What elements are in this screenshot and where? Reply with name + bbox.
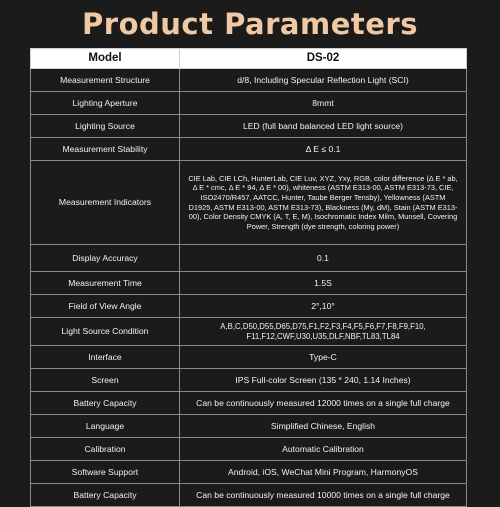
- table-row: [31, 438, 467, 461]
- row-label: Measurement Time: [31, 272, 180, 295]
- row-value: LED (full band balanced LED light source): [180, 115, 467, 138]
- row-label: Light Source Condition: [31, 318, 180, 346]
- row-value: A,B,C,D50,D55,D65,D75,F1,F2,F3,F4,F5,F6,F7,F8,F9,F10, F11,F12,CWF,U30,U35,DLF,NBF,TL83,TL84: [180, 318, 467, 346]
- header-value-cell: DS-02: [180, 49, 467, 69]
- row-value: IPS Full-color Screen (135 * 240, 1.14 Inches): [180, 369, 467, 392]
- row-value: Can be continuously measured 12000 times on a single full charge: [180, 392, 467, 415]
- table-row: [31, 69, 467, 92]
- row-value: Automatic Calibration: [180, 438, 467, 461]
- row-value: Android, iOS, WeChat Mini Program, HarmonyOS: [180, 461, 467, 484]
- parameters-table: [30, 48, 467, 507]
- row-label: Battery Capacity: [31, 392, 180, 415]
- row-label: Measurement Structure: [31, 69, 180, 92]
- row-label: Measurement Stability: [31, 138, 180, 161]
- table-row: [31, 245, 467, 272]
- row-label: Screen: [31, 369, 180, 392]
- table-row: [31, 272, 467, 295]
- row-label: Interface: [31, 346, 180, 369]
- table-row: [31, 484, 467, 507]
- table-row: [31, 295, 467, 318]
- row-label: Field of View Angle: [31, 295, 180, 318]
- row-label: Battery Capacity: [31, 484, 180, 507]
- row-value: 1.5S: [180, 272, 467, 295]
- table-row: [31, 346, 467, 369]
- row-label: Measurement Indicators: [31, 161, 180, 245]
- row-value: Simplified Chinese, English: [180, 415, 467, 438]
- row-label: Display Accuracy: [31, 245, 180, 272]
- row-value: 2°,10°: [180, 295, 467, 318]
- table-header-row: [31, 49, 467, 69]
- table-row: [31, 138, 467, 161]
- row-value: d/8, Including Specular Reflection Light (SCI): [180, 69, 467, 92]
- row-label: Software Support: [31, 461, 180, 484]
- row-value: Type-C: [180, 346, 467, 369]
- row-value: CIE Lab, CIE LCh, HunterLab, CIE Luv, XYZ, Yxy, RGB, color difference (Δ E * ab, Δ E * cmc, Δ E * 94, Δ E * 00), whiteness (ASTM E313-00, ASTM E313-73, CIE, ISO2470/R457, AATCC, Hunter, Taube Berger Tensby), Yellowness (ASTM D1925, ASTM E313-00, ASTM E313-73), Blackness (My, dM), Stain (ASTM E313-00), Color Density CMYK (A, T, E, M), Isochromatic Index Milm, Munsell, Covering Power, Strength (dye strength, coloring power): [180, 161, 467, 245]
- row-value: 0.1: [180, 245, 467, 272]
- table-row: [31, 161, 467, 245]
- table-row: [31, 369, 467, 392]
- table-row: [31, 392, 467, 415]
- table-row: [31, 415, 467, 438]
- table-row: [31, 461, 467, 484]
- row-label: Lighting Source: [31, 115, 180, 138]
- row-value: Δ E ≤ 0.1: [180, 138, 467, 161]
- header-key-cell: Model: [31, 49, 180, 69]
- table-row: [31, 318, 467, 346]
- row-label: Calibration: [31, 438, 180, 461]
- page-title: Product Parameters: [82, 7, 418, 41]
- row-label: Language: [31, 415, 180, 438]
- table-row: [31, 115, 467, 138]
- table-row: [31, 92, 467, 115]
- row-label: Lighting Aperture: [31, 92, 180, 115]
- row-value: 8mmt: [180, 92, 467, 115]
- row-value: Can be continuously measured 10000 times on a single full charge: [180, 484, 467, 507]
